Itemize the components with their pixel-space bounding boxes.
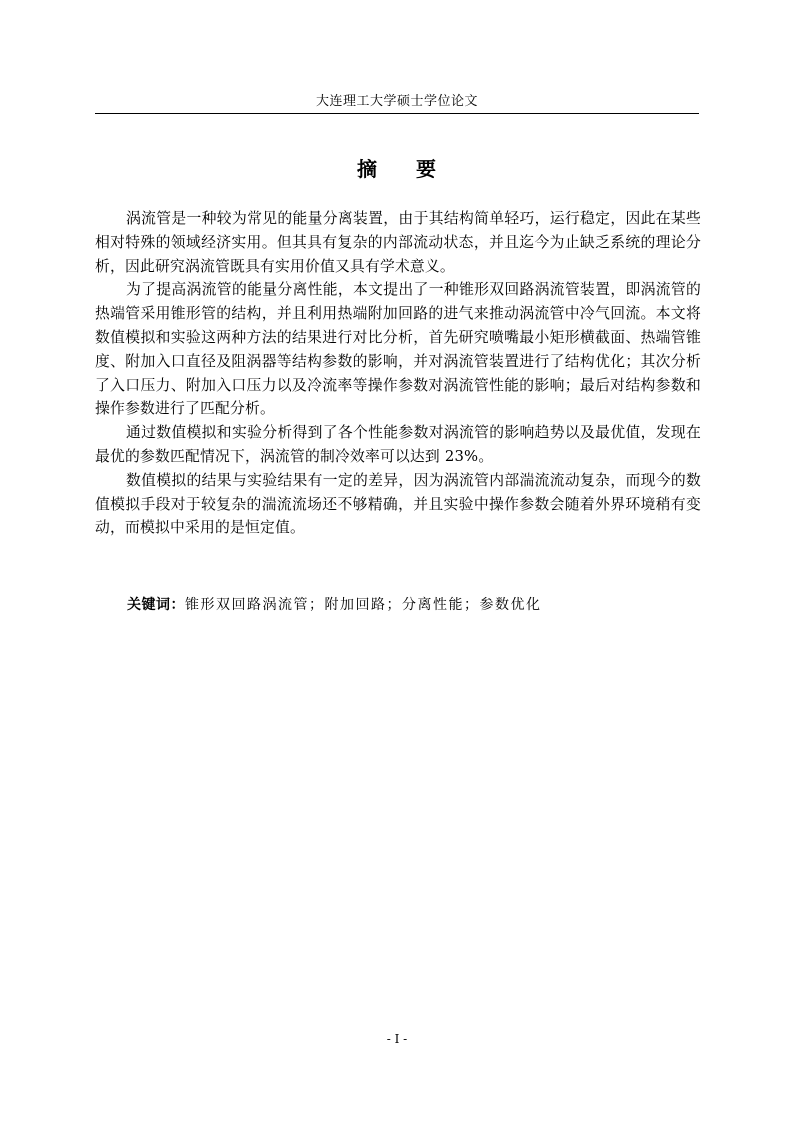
keywords-text: 锥形双回路涡流管；附加回路；分离性能；参数优化 (185, 597, 542, 613)
abstract-body (95, 207, 701, 540)
header-divider (95, 113, 699, 114)
abstract-title-char-1: 摘 (357, 157, 378, 181)
abstract-paragraph-3: 通过数值模拟和实验分析得到了各个性能参数对涡流管的影响趋势以及最优值，发现在最优的参数匹配情况下，涡流管的制冷效率可以达到 23%。 (95, 424, 701, 465)
keywords-label: 关键词： (127, 597, 185, 613)
keywords-line (127, 594, 542, 616)
abstract-paragraph-1: 涡流管是一种较为常见的能量分离装置，由于其结构简单轻巧，运行稳定，因此在某些相对特殊的领域经济实用。但其具有复杂的内部流动状态，并且迄今为止缺乏系统的理论分析，因此研究涡流管既具有实用价值又具有学术意义。 (95, 210, 701, 275)
abstract-paragraph-2: 为了提高涡流管的能量分离性能，本文提出了一种锥形双回路涡流管装置，即涡流管的热端管采用锥形管的结构，并且利用热端附加回路的进气来推动涡流管中冷气回流。本文将数值模拟和实验这两种方法的结果进行对比分析，首先研究喷嘴最小矩形横截面、热端管锥度、附加入口直径及阻涡器等结构参数的影响，并对涡流管装置进行了结构优化；其次分析了入口压力、附加入口压力以及冷流率等操作参数对涡流管性能的影响；最后对结构参数和操作参数进行了匹配分析。 (95, 281, 701, 418)
abstract-paragraph-4: 数值模拟的结果与实验结果有一定的差异，因为涡流管内部湍流流动复杂，而现今的数值模拟手段对于较复杂的湍流流场还不够精确，并且实验中操作参数会随着外界环境稍有变动，而模拟中采用的是恒定值。 (95, 471, 701, 537)
abstract-title (95, 155, 699, 183)
page-number: - I - (386, 1032, 408, 1046)
running-header: 大连理工大学硕士学位论文 (315, 94, 478, 109)
abstract-title-char-2: 要 (416, 157, 437, 181)
